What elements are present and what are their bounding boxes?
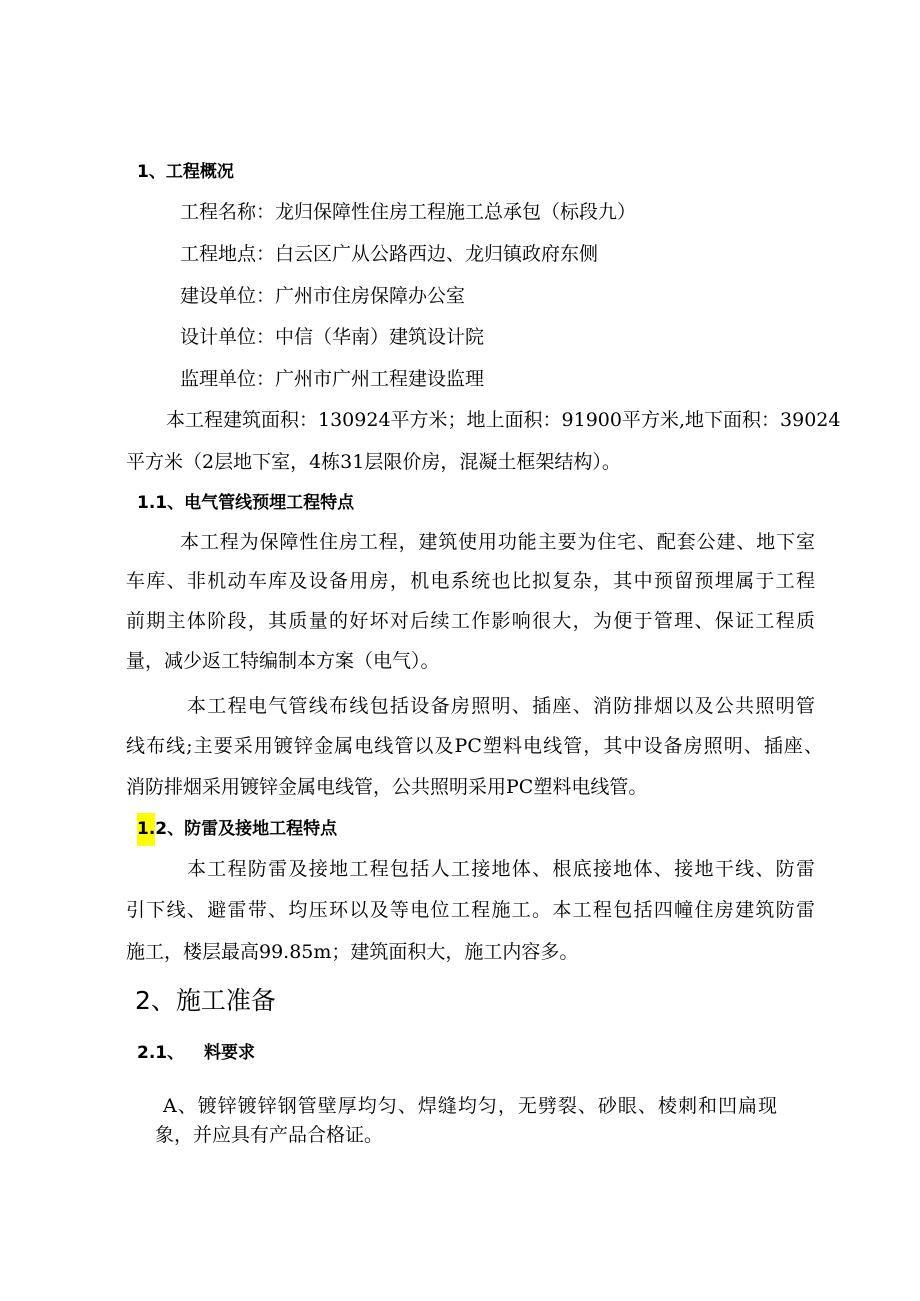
area-line-2: 平方米（2层地下室，4栋31层限价房，混凝土框架结构）。 xyxy=(126,451,621,473)
section-2-1-number: 2.1、 xyxy=(137,1043,185,1063)
project-name: 工程名称：龙归保障性住房工程施工总承包（标段九） xyxy=(180,201,637,223)
highlighted-number: 1. xyxy=(137,813,155,846)
project-owner: 建设单位：广州市住房保障办公室 xyxy=(180,285,466,307)
area-line-1: 本工程建筑面积：130924平方米；地上面积：91900平方米,地下面积：39024 xyxy=(166,409,841,431)
item-a-line: 象，并应具有产品合格证。 xyxy=(155,1124,384,1146)
section-1-heading: 1、工程概况 xyxy=(137,162,234,182)
paragraph-line: 本工程防雷及接地工程包括人工接地体、根底接地体、接地干线、防雷 xyxy=(187,858,815,880)
paragraph-line: 线布线;主要采用镀锌金属电线管以及PC塑料电线管，其中设备房照明、插座、 xyxy=(126,735,823,757)
paragraph-line: 施工，楼层最高99.85m；建筑面积大，施工内容多。 xyxy=(126,941,579,963)
paragraph-line: 消防排烟采用镀锌金属电线管，公共照明采用PC塑料电线管。 xyxy=(126,776,648,798)
project-designer: 设计单位：中信（华南）建筑设计院 xyxy=(180,326,485,348)
section-2-1-title: 料要求 xyxy=(204,1043,255,1063)
paragraph-line: 车库、非机动车库及设备用房，机电系统也比拟复杂，其中预留预埋属于工程 xyxy=(126,570,815,592)
section-1-2-heading xyxy=(137,817,337,841)
paragraph-line: 前期主体阶段，其质量的好坏对后续工作影响很大，为便于管理、保证工程质 xyxy=(126,610,815,632)
section-1-1-heading: 1.1、电气管线预埋工程特点 xyxy=(137,493,355,513)
project-supervisor: 监理单位：广州市广州工程建设监理 xyxy=(180,368,485,390)
project-location: 工程地点：白云区广从公路西边、龙归镇政府东侧 xyxy=(180,243,599,265)
paragraph-line: 量，减少返工特编制本方案（电气）。 xyxy=(126,650,440,672)
section-2-heading: 2、施工准备 xyxy=(135,986,276,1015)
paragraph-line: 引下线、避雷带、均压环以及等电位工程施工。本工程包括四幢住房建筑防雷 xyxy=(126,899,815,921)
paragraph-line: 本工程为保障性住房工程，建筑使用功能主要为住宅、配套公建、地下室 xyxy=(180,531,815,553)
section-1-2-title: 2、防雷及接地工程特点 xyxy=(155,819,338,839)
item-a-line: A、镀锌镀锌钢管壁厚均匀、焊缝均匀，无劈裂、砂眼、棱刺和凹扁现 xyxy=(163,1095,777,1117)
paragraph-line: 本工程电气管线布线包括设备房照明、插座、消防排烟以及公共照明管 xyxy=(187,695,815,717)
